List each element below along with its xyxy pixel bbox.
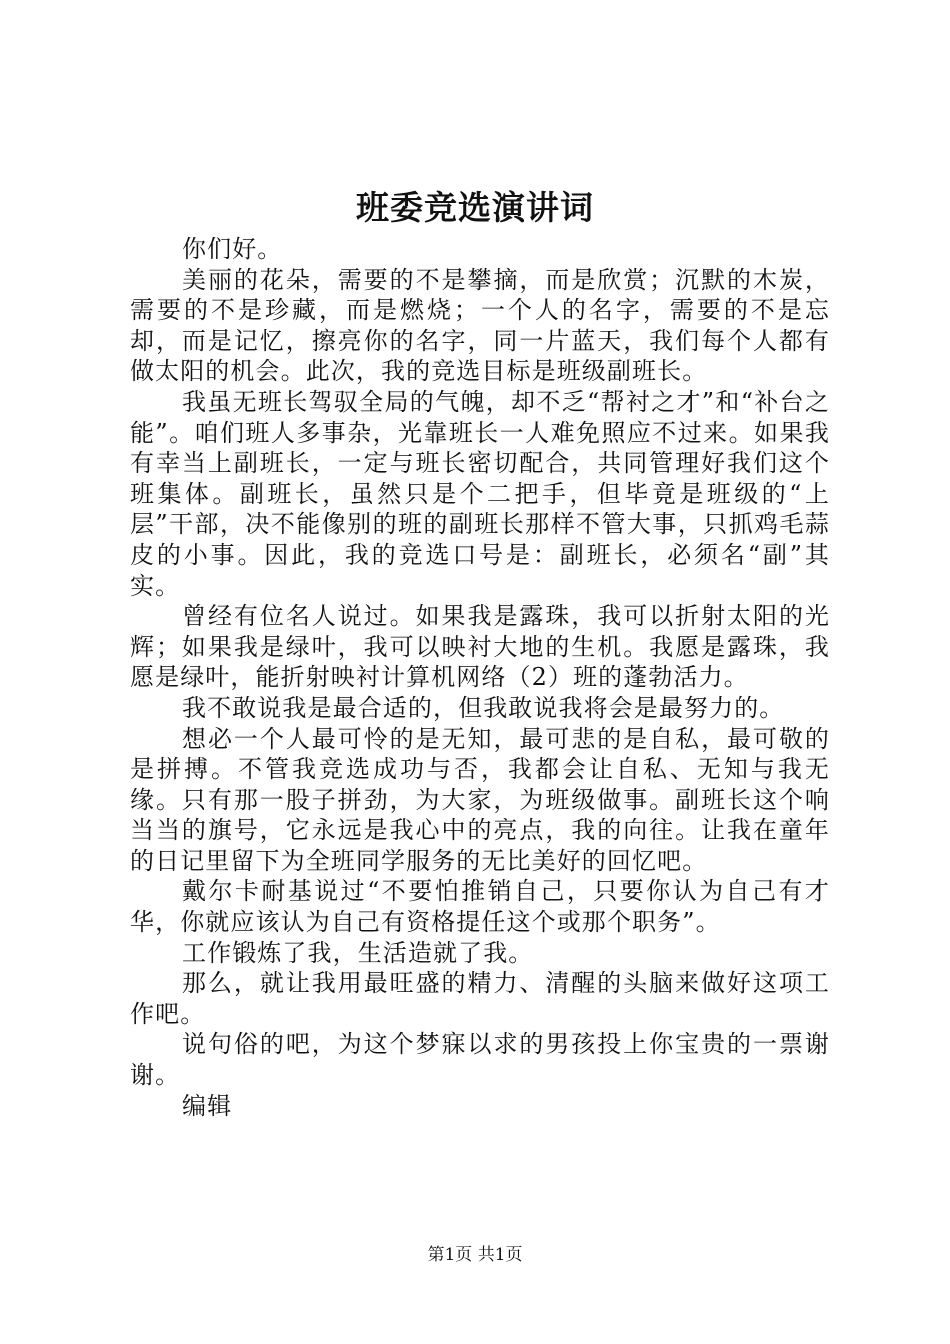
- paragraph-9: 说句俗的吧，为这个梦寐以求的男孩投上你宝贵的一票谢谢。: [130, 1030, 830, 1090]
- document-title: 班委竞选演讲词: [356, 188, 594, 227]
- paragraph-8: 那么，就让我用最旺盛的精力、清醒的头脑来做好这项工作吧。: [130, 969, 830, 1028]
- paragraph-7: 工作锻炼了我，生活造就了我。: [182, 938, 534, 967]
- paragraph-edit: 编辑: [182, 1091, 233, 1120]
- paragraph-5: 想必一个人最可怜的是无知，最可悲的是自私，最可敬的是拼搏。不管我竞选成功与否，我都会让自私、无知与我无缘。只有那一股子拼劲，为大家，为班级做事。副班长这个响当当的旗号，它永远是我心中的亮点，我的向往。让我在童年的日记里留下为全班同学服务的无比美好的回忆吧。: [130, 724, 830, 875]
- paragraph-greeting: 你们好。: [182, 235, 283, 263]
- page-footer: 第1页 共1页: [427, 1245, 523, 1265]
- paragraph-3: 曾经有位名人说过。如果我是露珠，我可以折射太阳的光辉；如果我是绿叶，我可以映衬大地的生机。我愿是露珠，我愿是绿叶，能折射映衬计算机网络（2）班的蓬勃活力。: [130, 602, 830, 692]
- paragraph-4: 我不敢说我是最合适的，但我敢说我将会是最努力的。: [182, 693, 785, 722]
- document-body: [130, 234, 830, 1121]
- paragraph-6: 戴尔卡耐基说过“不要怕推销自己，只要你认为自己有才华，你就应该认为自己有资格提任这个或那个职务”。: [130, 877, 830, 937]
- paragraph-2: 我虽无班长驾驭全局的气魄，却不乏“帮衬之才”和“补台之能”。咱们班人多事杂，光靠班长一人难免照应不过来。如果我有幸当上副班长，一定与班长密切配合，共同管理好我们这个班集体。副班长，虽然只是个二把手，但毕竟是班级的“上层”干部，决不能像别的班的副班长那样不管大事，只抓鸡毛蒜皮的小事。因此，我的竞选口号是：副班长，必须名“副”其实。: [130, 387, 830, 600]
- paragraph-1: 美丽的花朵，需要的不是攀摘，而是欣赏；沉默的木炭，需要的不是珍藏，而是燃烧；一个人的名字，需要的不是忘却，而是记忆，擦亮你的名字，同一片蓝天，我们每个人都有做太阳的机会。此次，我的竞选目标是班级副班长。: [130, 265, 830, 386]
